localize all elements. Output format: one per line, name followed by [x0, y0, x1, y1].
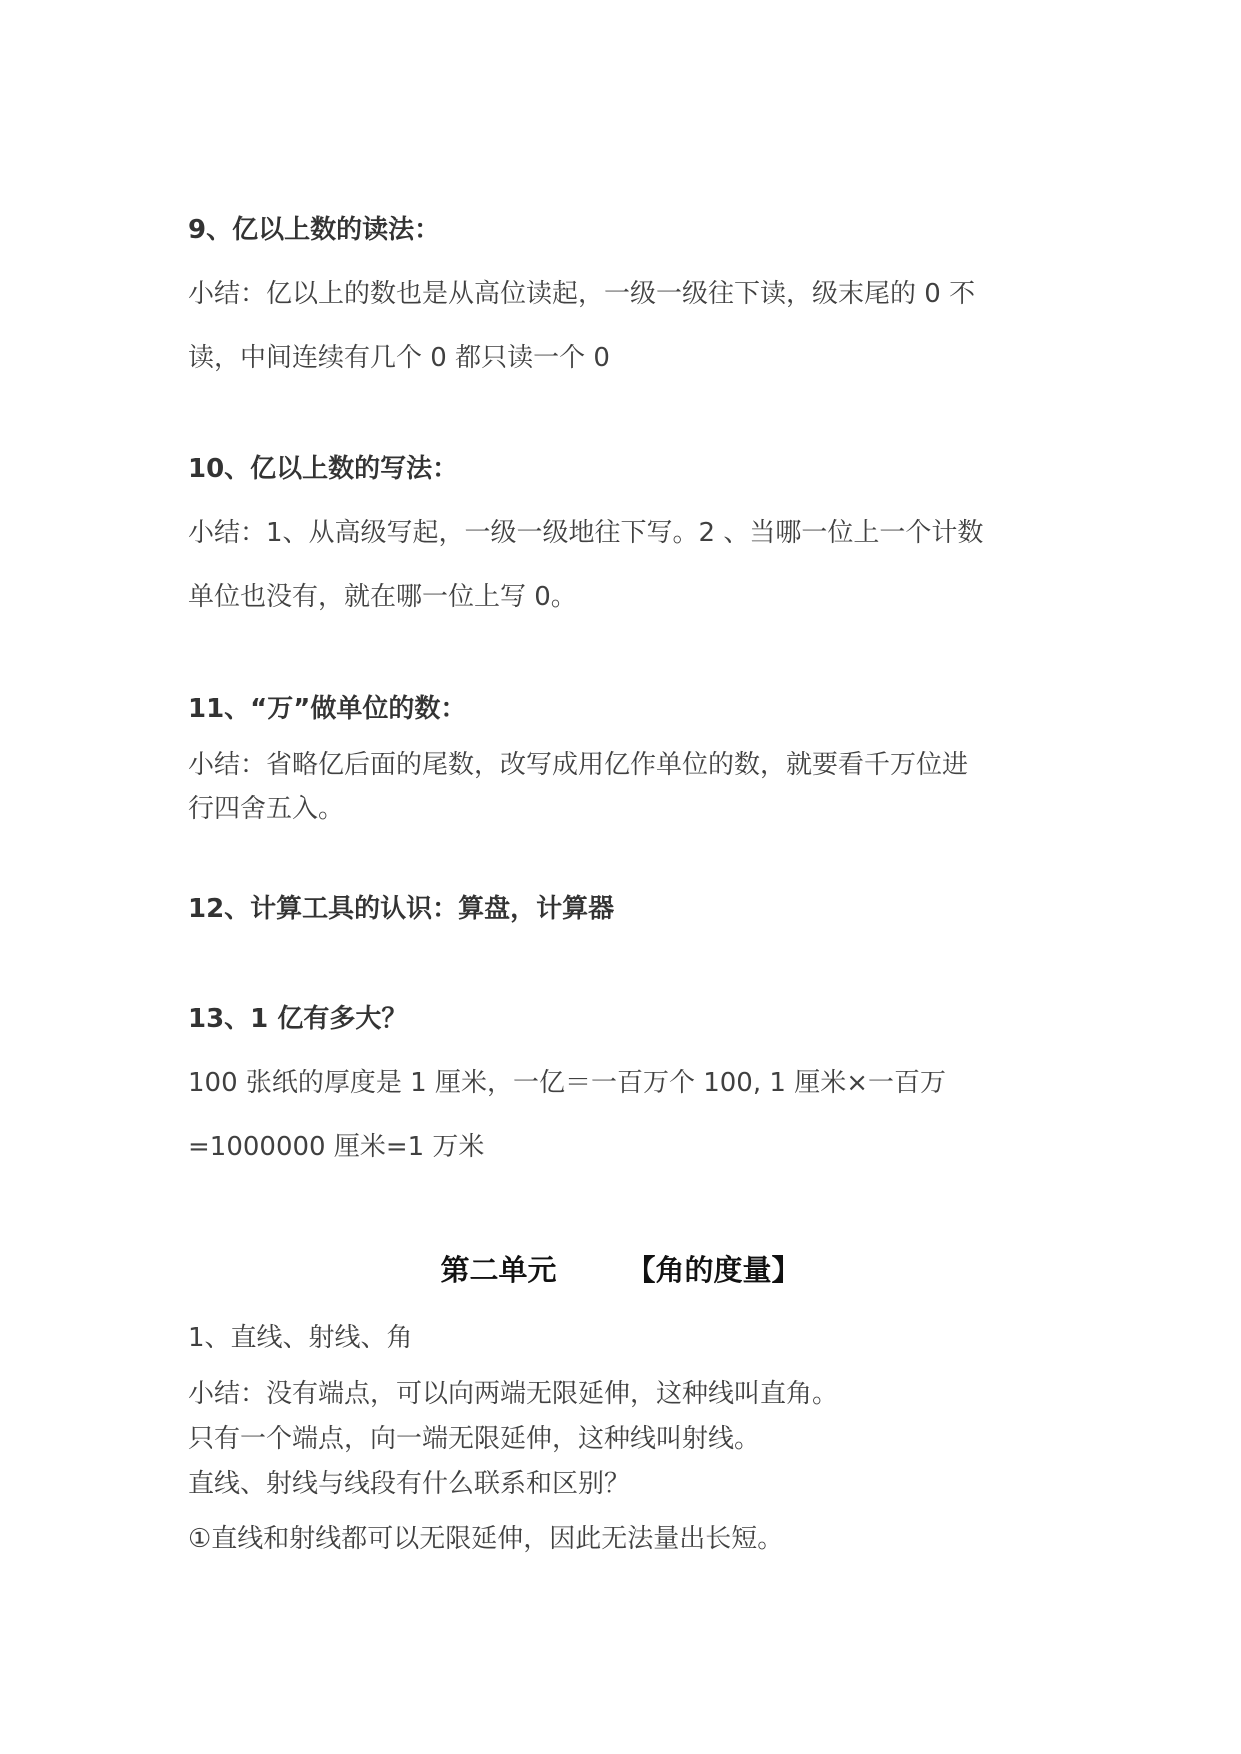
section-11-text-line-1: 小结：省略亿后面的尾数，改写成用亿作单位的数，就要看千万位进	[188, 750, 969, 780]
unit-text-line-1: 小结：没有端点，可以向两端无限延伸，这种线叫直角。	[188, 1379, 839, 1409]
section-13-text-line-1: 100 张纸的厚度是 1 厘米，一亿＝一百万个 100, 1 厘米×一百万	[188, 1068, 946, 1098]
unit-text-line-2: 只有一个端点，向一端无限延伸，这种线叫射线。	[188, 1424, 761, 1454]
section-10-text-line-2: 单位也没有，就在哪一位上写 0。	[188, 582, 577, 612]
unit-subheading: 1、直线、射线、角	[188, 1323, 413, 1353]
section-9-text-line-2: 读，中间连续有几个 0 都只读一个 0	[188, 343, 610, 373]
unit-text-line-4: ①直线和射线都可以无限延伸，因此无法量出长短。	[188, 1524, 784, 1554]
unit-title-number: 第二单元	[440, 1253, 557, 1287]
section-11-heading: 11、“万”做单位的数：	[188, 694, 467, 724]
section-12-heading: 12、计算工具的认识：算盘，计算器	[188, 894, 615, 924]
section-11-text-line-2: 行四舍五入。	[188, 794, 345, 824]
section-13-heading: 13、1 亿有多大？	[188, 1004, 408, 1034]
section-13-text-line-2: =1000000 厘米=1 万米	[188, 1132, 485, 1162]
section-10-text-line-1: 小结：1、从高级写起，一级一级地往下写。2 、当哪一位上一个计数	[188, 518, 984, 548]
section-9-text-line-1: 小结：亿以上的数也是从高位读起，一级一级往下读，级末尾的 0 不	[188, 279, 976, 309]
unit-title-topic: 【角的度量】	[626, 1253, 801, 1287]
section-10-heading: 10、亿以上数的写法：	[188, 454, 459, 484]
unit-title	[0, 1251, 1241, 1289]
unit-text-line-3: 直线、射线与线段有什么联系和区别？	[188, 1469, 631, 1499]
section-9-heading: 9、亿以上数的读法：	[188, 215, 441, 245]
